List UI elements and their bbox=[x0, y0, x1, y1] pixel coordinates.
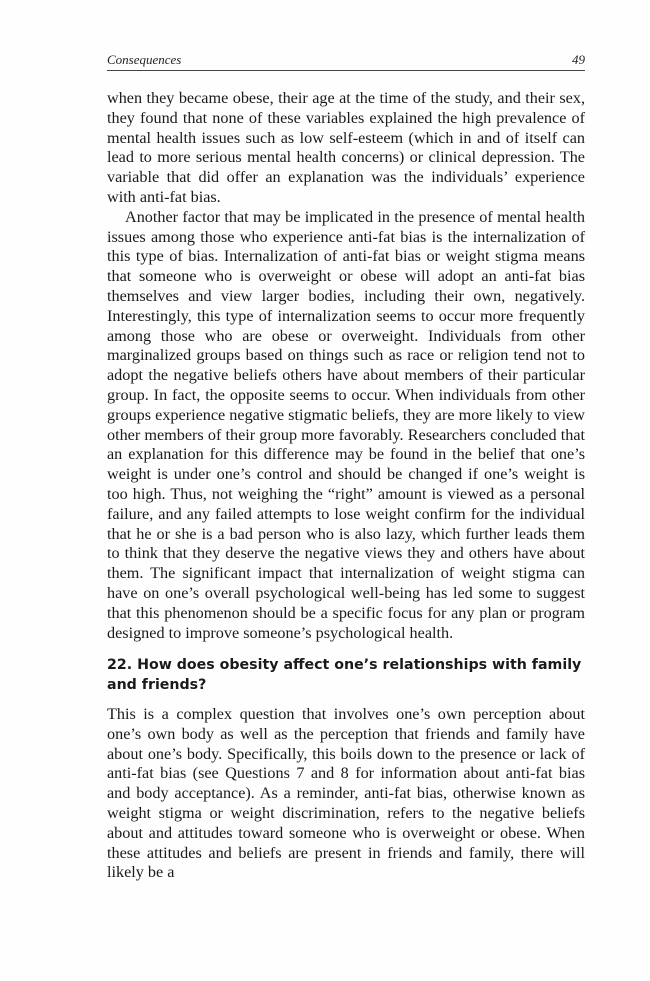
running-head bbox=[107, 52, 585, 71]
paragraph-answer: This is a complex question that involves one’s own perception about one’s own body as well as the perception that friends and family have about one’s body. Specifically, this boils down to the presence or lack of anti-fat bias (see Questions 7 and 8 for information about anti-fat bias and body acceptance). As a reminder, anti-fat bias, otherwise known as weight stigma or weight discrimination, refers to the negative beliefs about and attitudes toward someone who is overweight or obese. When these attitudes and beliefs are present in friends and family, there will likely be a bbox=[107, 705, 585, 882]
page-number: 49 bbox=[572, 52, 585, 67]
question-heading: 22. How does obesity affect one’s relationships with family and friends? bbox=[107, 657, 582, 693]
section-title: Consequences bbox=[107, 52, 182, 67]
body-text-bottom bbox=[107, 705, 585, 883]
paragraph-internalization: Another factor that may be implicated in the presence of mental health issues among those who experience anti-fat bias is the internalization of this type of bias. Internalization of anti-fat bias or weight stigma means that someone who is overweight or obese will adopt an anti-fat bias themselves and view larger bodies, including their own, negatively. Interestingly, this type of internalization seems to occur more frequently among those who are obese or overweight. Individuals from other marginalized groups based on things such as race or religion tend not to adopt the negative beliefs others have about members of their particular group. In fact, the opposite seems to occur. When individuals from other groups experience negative stigmatic beliefs, they are more likely to view other members of their group more favorably. Researchers concluded that an explanation for this difference may be found in the belief that one’s weight is under one’s control and should be changed if one’s weight is too high. Thus, not weighing the “right” amount is viewed as a personal failure, and any failed attempts to lose weight confirm for the individual that he or she is a bad person who is also lazy, which further leads them to think that they deserve the negative views they and others have about them. The significant impact that internalization of weight stigma can have on one’s overall psychological well-being has led some to suggest that this phenomenon should be a specific focus for any plan or program designed to improve someone’s psychological health. bbox=[107, 207, 585, 642]
body-text-top bbox=[107, 89, 585, 643]
paragraph-continued: when they became obese, their age at the time of the study, and their sex, they found that none of these variables explained the high prevalence of mental health issues such as low self-esteem (which in and of itself can lead to more serious mental health concerns) or clinical depression. The variable that did offer an explanation was the individuals’ experience with anti-fat bias. bbox=[107, 89, 585, 206]
